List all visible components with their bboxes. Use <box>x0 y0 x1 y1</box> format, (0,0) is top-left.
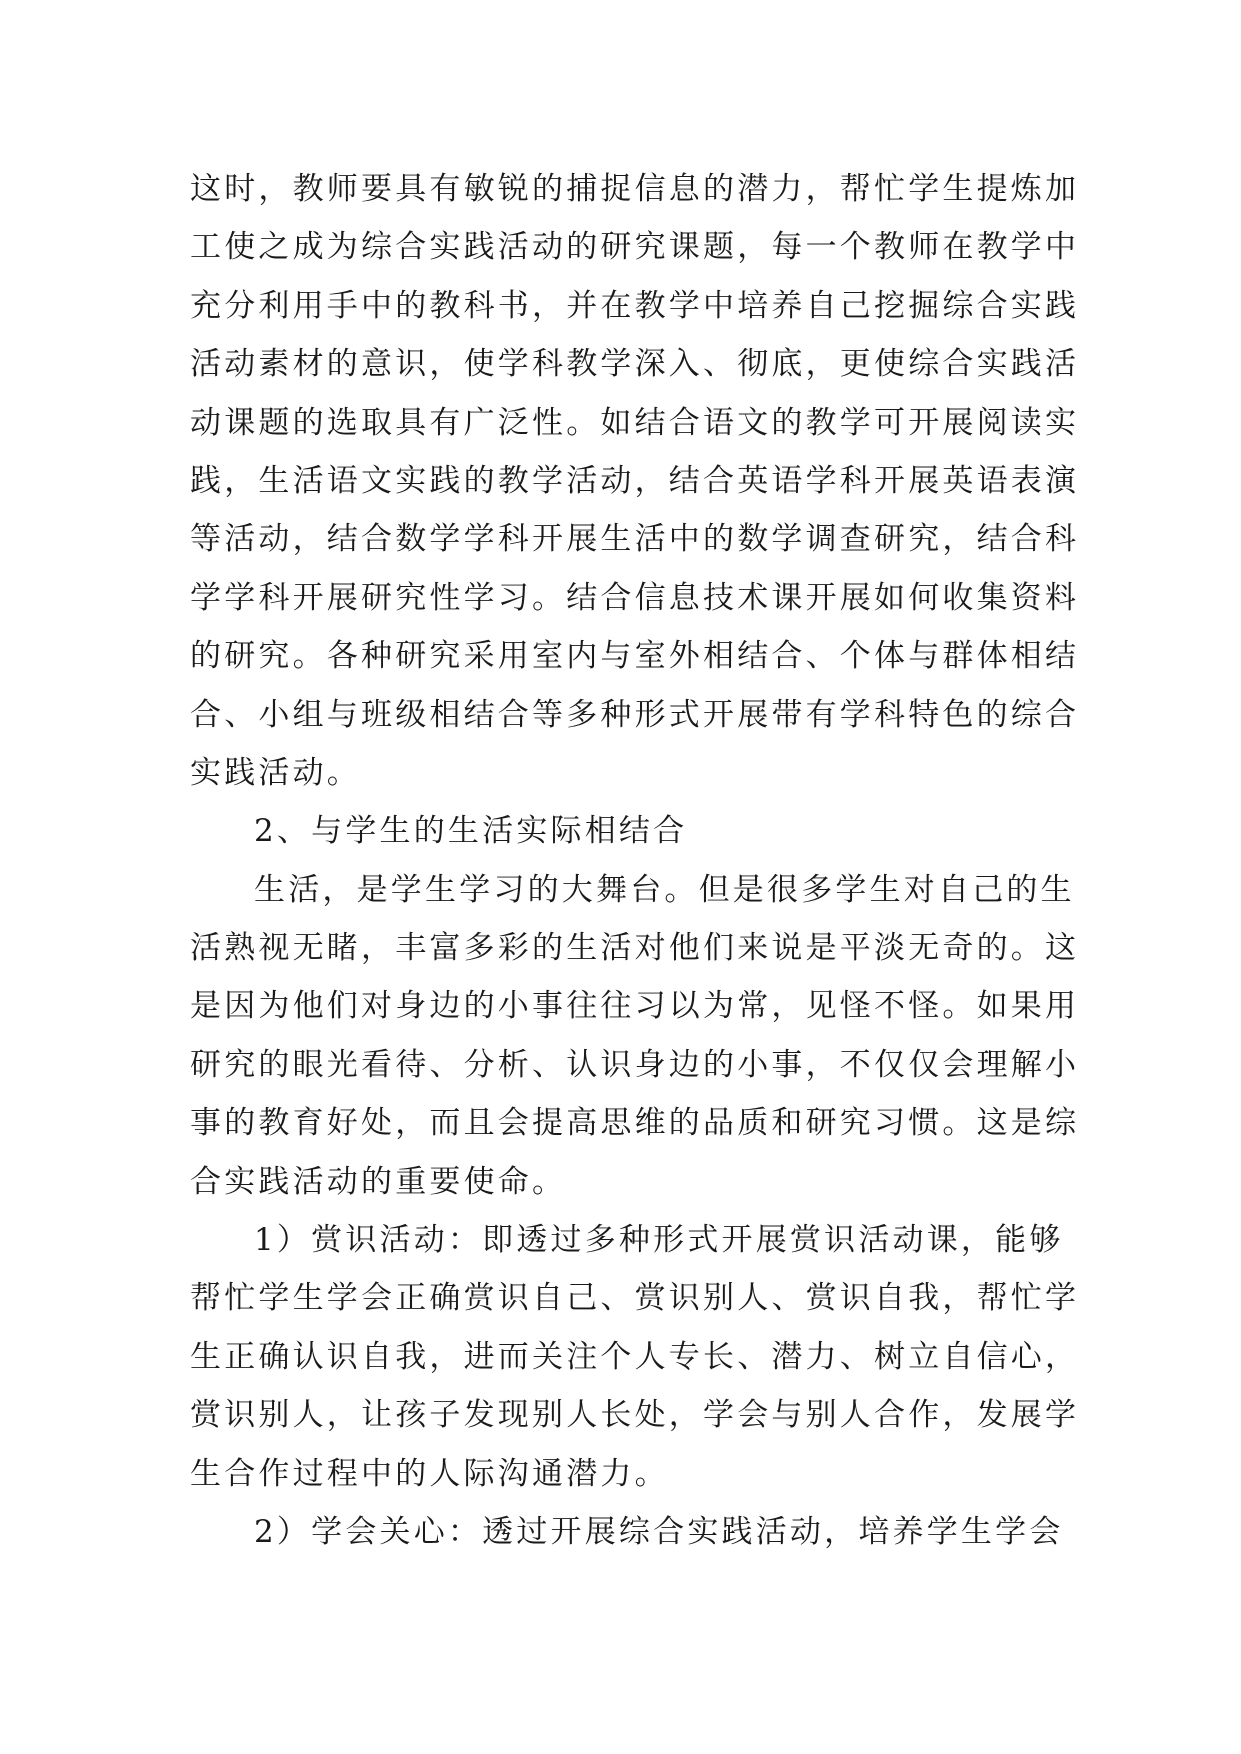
text-line: 2、与学生的生活实际相结合 <box>254 813 688 850</box>
text-line: 合实践活动的重要使命。 <box>190 1163 567 1200</box>
text-line: 活熟视无睹，丰富多彩的生活对他们来说是平淡无奇的。这 <box>190 930 1080 967</box>
text-line: 等活动，结合数学学科开展生活中的数学调查研究，结合科 <box>190 521 1080 558</box>
text-line: 充分利用手中的教科书，并在教学中培养自己挖掘综合实践 <box>190 287 1080 324</box>
text-line: 赏识别人，让孩子发现别人长处，学会与别人合作，发展学 <box>190 1397 1080 1434</box>
text-line: 的研究。各种研究采用室内与室外相结合、个体与群体相结 <box>190 638 1080 675</box>
text-line: 2）学会关心：透过开展综合实践活动，培养学生学会 <box>254 1513 1064 1550</box>
text-line: 生合作过程中的人际沟通潜力。 <box>190 1455 669 1492</box>
text-line: 工使之成为综合实践活动的研究课题，每一个教师在教学中 <box>190 229 1080 266</box>
text-line: 这时，教师要具有敏锐的捕捉信息的潜力，帮忙学生提炼加 <box>190 171 1080 207</box>
text-line: 是因为他们对身边的小事往往习以为常，见怪不怪。如果用 <box>190 988 1080 1025</box>
text-line: 实践活动。 <box>190 754 361 791</box>
text-line: 帮忙学生学会正确赏识自己、赏识别人、赏识自我，帮忙学 <box>190 1280 1080 1317</box>
text-line: 合、小组与班级相结合等多种形式开展带有学科特色的综合 <box>190 696 1080 733</box>
text-line: 1）赏识活动：即透过多种形式开展赏识活动课，能够 <box>254 1222 1064 1259</box>
text-line: 事的教育好处，而且会提高思维的品质和研究习惯。这是综 <box>190 1105 1080 1142</box>
text-line: 学学科开展研究性学习。结合信息技术课开展如何收集资料 <box>190 579 1080 616</box>
text-line: 生活，是学生学习的大舞台。但是很多学生对自己的生 <box>254 871 1075 908</box>
text-line: 研究的眼光看待、分析、认识身边的小事，不仅仅会理解小 <box>190 1046 1080 1083</box>
text-line: 活动素材的意识，使学科教学深入、彻底，更使综合实践活 <box>190 346 1080 383</box>
text-line: 践，生活语文实践的教学活动，结合英语学科开展英语表演 <box>190 462 1080 499</box>
text-line: 动课题的选取具有广泛性。如结合语文的教学可开展阅读实 <box>190 404 1080 441</box>
text-line: 生正确认识自我，进而关注个人专长、潜力、树立自信心， <box>190 1338 1080 1375</box>
body-text <box>190 160 1080 1561</box>
